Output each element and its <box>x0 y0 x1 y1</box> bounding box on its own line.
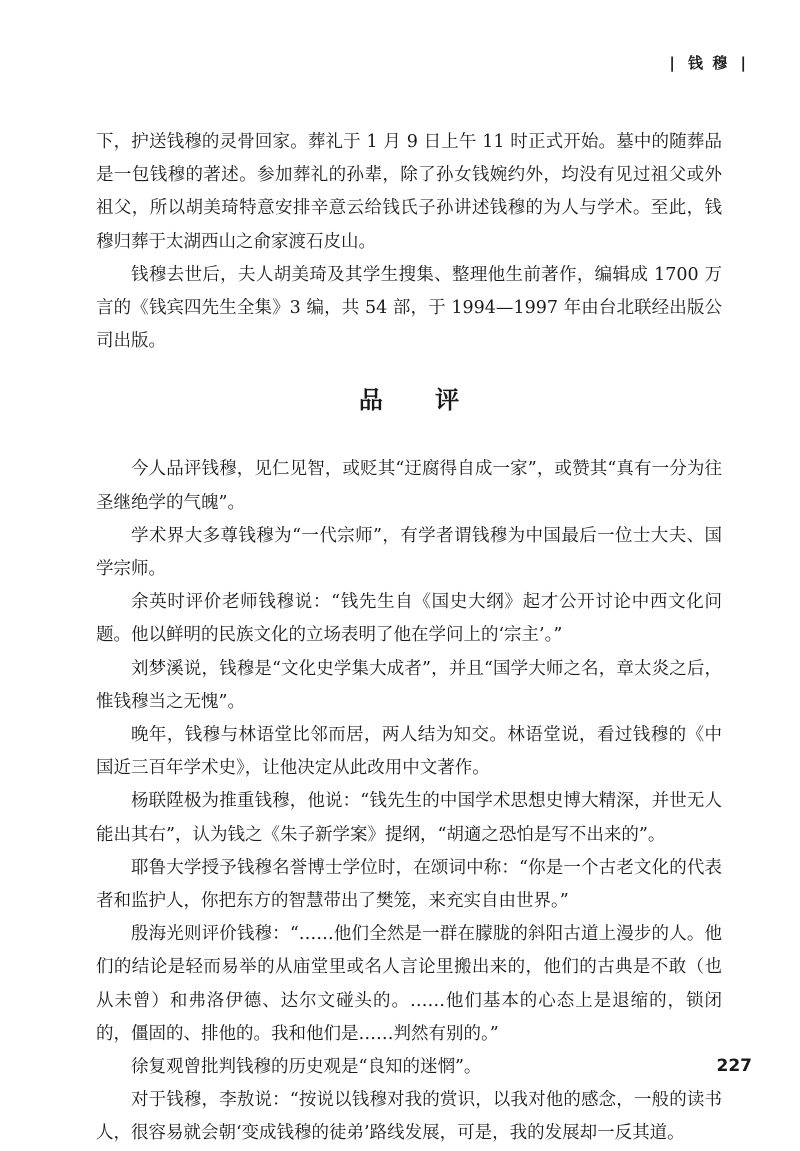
page-body <box>96 126 722 1151</box>
paragraph: 学术界大多尊钱穆为“一代宗师”，有学者谓钱穆为中国最后一位士大夫、国学宗师。 <box>96 525 722 580</box>
paragraph: 耶鲁大学授予钱穆名誉博士学位时，在颂词中称：“你是一个古老文化的代表者和监护人，你把东方的智慧带出了樊笼，来充实自由世界。” <box>96 857 722 912</box>
section-title: 品 评 <box>358 385 482 415</box>
header-left-bar: | <box>669 54 677 72</box>
paragraph: 晚年，钱穆与林语堂比邻而居，两人结为知交。林语堂说，看过钱穆的《中国近三百年学术史》，让他决定从此改用中文著作。 <box>96 725 722 779</box>
paragraph: 钱穆去世后，夫人胡美琦及其学生搜集、整理他生前著作，编辑成 1700 万言的《钱宾四先生全集》3 编，共 54 部，于 1994—1997 年由台北联经出版公司出版。 <box>96 264 722 352</box>
paragraph: 余英时评价老师钱穆说：“钱先生自《国史大纲》起才公开讨论中西文化问题。他以鲜明的民族文化的立场表明了他在学问上的‘宗主’。” <box>96 592 722 646</box>
paragraph: 徐复观曾批判钱穆的历史观是“良知的迷惘”。 <box>131 1057 482 1078</box>
header-right-bar: | <box>740 54 748 72</box>
page-number: 227 <box>716 1056 752 1076</box>
paragraph: 杨联陞极为推重钱穆，他说：“钱先生的中国学术思想史博大精深，并世无人能出其右”，认为钱之《朱子新学案》提纲，“胡適之恐怕是写不出来的”。 <box>96 791 722 845</box>
paragraph: 对于钱穆，李敖说：“按说以钱穆对我的赏识，以我对他的感念，一般的读书人，很容易就会朝‘变成钱穆的徒弟’路线发展，可是，我的发展却一反其道。 <box>96 1090 722 1144</box>
paragraph: 殷海光则评价钱穆：“……他们全然是一群在朦胧的斜阳古道上漫步的人。他们的结论是轻而易举的从庙堂里或名人言论里搬出来的，他们的古典是不敢（也从未曾）和弗洛伊德、达尔文碰头的。……他们基本的心态上是退缩的，锁闭的，僵固的、排他的。我和他们是……判然有别的。” <box>96 924 722 1044</box>
running-header <box>665 52 752 73</box>
paragraph-continued: 下，护送钱穆的灵骨回家。葬礼于 1 月 9 日上午 11 时正式开始。墓中的随葬品是一包钱穆的著述。参加葬礼的孙辈，除了孙女钱婉约外，均没有见过祖父或外祖父，所以胡美琦特意安排辛意云给钱氏子孙讲述钱穆的为人与学术。至此，钱穆归葬于太湖西山之俞家渡石皮山。 <box>96 132 722 252</box>
header-title: 钱 穆 <box>688 54 730 72</box>
paragraph: 刘梦溪说，钱穆是“文化史学集大成者”，并且“国学大师之名，章太炎之后，惟钱穆当之无愧”。 <box>96 658 722 712</box>
paragraph: 今人品评钱穆，见仁见智，或贬其“迂腐得自成一家”，或赞其“真有一分为往圣继绝学的气魄”。 <box>96 459 722 513</box>
